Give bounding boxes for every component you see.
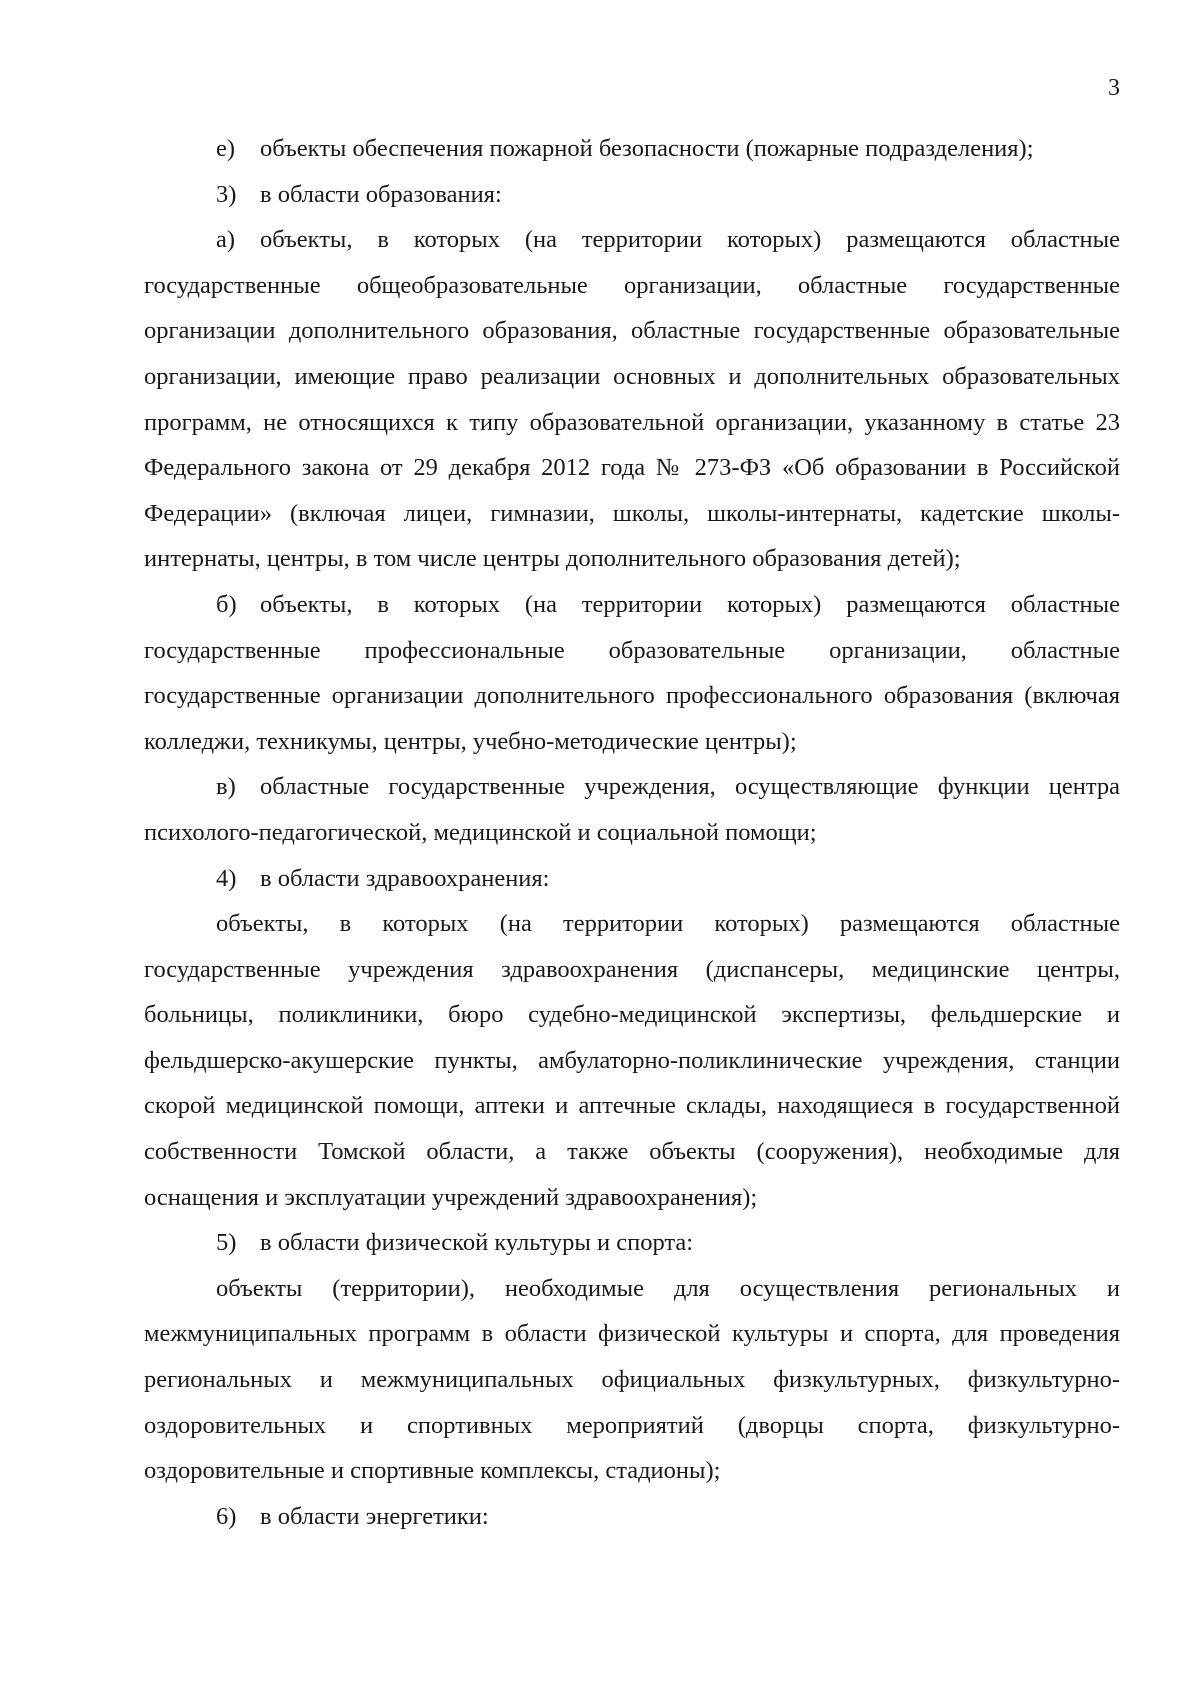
paragraph-text: объекты (территории), необходимые для осуществления региональных и межмуниципальных программ в области физической культуры и спорта, для проведения региональных и межмуниципальных официальных физкультурных, физкультурно-оздоровительных и спортивных мероприятий (дворцы спорта, физкультурно-оздоровительные и спортивные комплексы, стадионы); (144, 1274, 1120, 1485)
paragraph-education-heading (144, 172, 1120, 218)
list-marker: б) (216, 590, 237, 618)
paragraph-sport-body (144, 1266, 1120, 1494)
list-marker: 3) (216, 180, 237, 208)
list-marker: 6) (216, 1502, 237, 1530)
paragraph-text: объекты, в которых (на территории которых) размещаются областные государственные общеобразовательные организации, областные государственные организации дополнительного образования, областные государственные образовательные организации, имеющие право реализации основных и дополнительных образовательных программ, не относящихся к типу образовательной организации, указанному в статье 23 Федерального закона от 29 декабря 2012 года № 273-ФЗ «Об образовании в Российской Федерации» (включая лицеи, гимназии, школы, школы-интернаты, кадетские школы-интернаты, центры, в том числе центры дополнительного образования детей); (144, 226, 1120, 573)
paragraph-text: в области физической культуры и спорта: (260, 1229, 694, 1257)
paragraph-text: в области здравоохранения: (260, 864, 550, 892)
paragraph-healthcare-heading (144, 856, 1120, 902)
paragraph-healthcare-body (144, 901, 1120, 1220)
paragraph-energy-heading (144, 1494, 1120, 1540)
paragraph-education-c (144, 764, 1120, 855)
paragraph-education-a (144, 217, 1120, 582)
document-body (144, 126, 1120, 1539)
paragraph-text: объекты, в которых (на территории которых) размещаются областные государственные учреждения здравоохранения (диспансеры, медицинские центры, больницы, поликлиники, бюро судебно-медицинской экспертизы, фельдшерские и фельдшерско-акушерские пункты, амбулаторно-поликлинические учреждения, станции скорой медицинской помощи, аптеки и аптечные склады, находящиеся в государственной собственности Томской области, а также объекты (сооружения), необходимые для оснащения и эксплуатации учреждений здравоохранения); (144, 910, 1120, 1211)
paragraph-education-b (144, 582, 1120, 764)
paragraph-text: областные государственные учреждения, осуществляющие функции центра психолого-педагогической, медицинской и социальной помощи; (144, 773, 1120, 846)
list-marker: в) (216, 773, 236, 801)
list-marker: а) (216, 226, 236, 254)
paragraph-text: в области энергетики: (260, 1502, 489, 1530)
list-marker: 5) (216, 1229, 237, 1257)
page-number: 3 (1108, 75, 1120, 101)
paragraph-sport-heading (144, 1220, 1120, 1266)
list-marker: е) (216, 135, 236, 162)
list-marker: 4) (216, 864, 237, 892)
paragraph-fire-safety (144, 126, 1120, 172)
paragraph-text: в области образования: (260, 180, 502, 208)
paragraph-text: объекты обеспечения пожарной безопасности (пожарные подразделения); (260, 135, 1034, 162)
paragraph-text: объекты, в которых (на территории которых) размещаются областные государственные профессиональные образовательные организации, областные государственные организации дополнительного профессионального образования (включая колледжи, техникумы, центры, учебно-методические центры); (144, 590, 1120, 755)
